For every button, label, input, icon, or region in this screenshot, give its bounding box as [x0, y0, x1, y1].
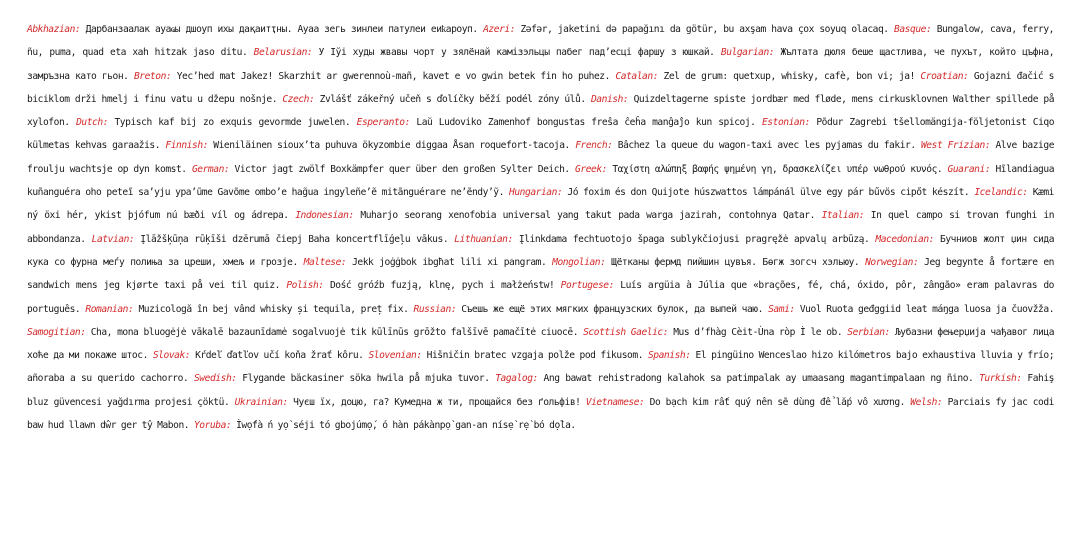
- language-name: Danish:: [590, 93, 629, 105]
- pangram-text: Vuol Ruota geđggiid leat máŋga luosa ja čuovžža.: [799, 303, 1055, 315]
- language-name: Spanish:: [647, 350, 691, 362]
- pangram-entry: [92, 234, 449, 245]
- pangram-text: Įlinkdama fechtuotojo špaga sublykčiojusi pragręžė apvalų arbūzą.: [518, 233, 870, 245]
- language-name: Italian:: [821, 210, 865, 222]
- language-name: Abkhazian:: [27, 24, 81, 35]
- pangram-entry: [27, 327, 578, 338]
- pangram-text: Gojazni đačić s biciklom drži hmelj i finu vatu u džepu nošnje.: [27, 70, 1054, 105]
- pangram-entry: [575, 140, 916, 151]
- pangram-text: Bungalow, cava, ferry, ñu, puma, quad eta xah hitzak jaso ditu.: [27, 24, 1054, 59]
- language-name: Croatian:: [920, 70, 969, 82]
- pangram-entry: [254, 47, 715, 58]
- language-name: French:: [575, 140, 613, 152]
- language-name: German:: [191, 163, 230, 175]
- pangram-text: Wieniläinen sioux’ta puhuva ökyzombie diggaa Åsan roquefort-tacoja.: [213, 140, 570, 152]
- language-name: Maltese:: [303, 256, 347, 268]
- pangram-text: Ang bawat rehistradong kalahok sa patimpalak ay umaasang magantimpalaan ng ñino.: [543, 373, 974, 385]
- pangram-text: Muharjo seorang xenofobia universal yang takut pada warga jazirah, contohnya Qatar.: [360, 210, 815, 222]
- language-name: Serbian:: [847, 326, 890, 338]
- language-name: Breton:: [133, 70, 172, 82]
- language-name: Latvian:: [91, 233, 135, 245]
- pangram-entry: [192, 164, 570, 175]
- pangram-text: Чуєш їх, доцю, га? Кумедна ж ти, прощайся без ґольфів!: [293, 396, 581, 408]
- pangram-text: Do bạch kim rất quý nên sẽ dùng để lắp vô xương.: [649, 396, 905, 408]
- language-name: Yoruba:: [193, 420, 232, 432]
- pangram-text: Zəfər, jaketini də papağını da götür, bu axşam hava çox soyuq olacaq.: [520, 24, 889, 35]
- pangram-entry: [454, 234, 869, 245]
- language-name: Czech:: [282, 93, 315, 105]
- pangram-text: Alve bazige froulju wachtsje op dyn komst.: [27, 140, 1055, 175]
- pangram-text: Jeg begynte å fortære en sandwich mens jeg kjørte taxi på vei til quiz.: [27, 256, 1054, 292]
- pangram-text: Flygande bäckasiner söka hwila på mjuka tuvor.: [242, 373, 490, 385]
- language-name: Norwegian:: [865, 256, 919, 268]
- language-name: Guarani:: [947, 163, 991, 175]
- language-name: Belarusian:: [253, 47, 313, 59]
- pangram-text: Yec’hed mat Jakez! Skarzhit ar gwerennoù-mañ, kavet e vo gwin betek fin ho puhez.: [176, 70, 610, 82]
- language-name: Swedish:: [193, 373, 237, 385]
- language-name: Catalan:: [615, 70, 659, 82]
- pangram-entry: [304, 257, 547, 268]
- language-name: Indonesian:: [295, 210, 354, 222]
- pangram-text: Hišničin bratec vzgaja polže pod fikusom.: [426, 350, 644, 362]
- pangram-entry: [85, 304, 408, 315]
- pangram-text: Съешь же ещё этих мягких французских булок, да выпей чаю.: [461, 303, 763, 315]
- pangram-entry: [357, 117, 756, 128]
- language-name: Bulgarian:: [720, 47, 775, 59]
- pangram-entry: [235, 397, 581, 408]
- pangram-entry: [583, 327, 842, 338]
- language-name: Tagalog:: [495, 373, 538, 385]
- pangram-entry: [282, 94, 585, 105]
- pangram-entry: [286, 280, 554, 291]
- pangram-text: Bâchez la queue du wagon-taxi avec les pyjamas du fakir.: [617, 140, 916, 152]
- pangram-entry: [552, 257, 859, 268]
- language-name: Macedonian:: [875, 233, 934, 245]
- pangram-text: Jekk joġġbok ibgħat lili xi pangram.: [352, 256, 547, 268]
- language-name: Basque:: [894, 24, 932, 35]
- pangram-text: Жълтата дюля беше щастлива, че пухът, който цъфна, замръзна като гьон.: [27, 47, 1055, 82]
- pangram-text: Љубазни фењерџија чађавог лица хоће да ми покаже штос.: [27, 326, 1055, 362]
- language-name: Greek:: [575, 163, 608, 175]
- pangram-text: Fahiş bluz güvencesi yağdırma projesi çöktü.: [27, 373, 1055, 408]
- pangram-text: Jó foxim és don Quijote húszwattos lámpánál ülve egy pár bűvös cipőt készít.: [567, 187, 970, 199]
- language-name: West Frizian:: [920, 140, 991, 152]
- language-name: Ukrainian:: [234, 396, 288, 408]
- language-name: Sami:: [768, 303, 795, 315]
- language-name: Slovak:: [152, 350, 191, 362]
- pangram-entry: [27, 24, 478, 35]
- pangram-text: Kŕdeľ ďatľov učí koňa žrať kôru.: [195, 350, 364, 362]
- pangram-text: Parciais fy jac codi baw hud llawn dŵr ger tŷ Mabon.: [27, 396, 1054, 432]
- pangram-entry: [575, 164, 942, 175]
- pangram-text: Ìwọ́fà ń yọ̀ séji tó gbojúmọ́, ó hàn pákànpọ̀ gan-an nísẹ̀ rẹ̀ bó dọ̀la.: [236, 420, 576, 432]
- language-name: Estonian:: [761, 117, 810, 129]
- language-name: Esperanto:: [356, 117, 410, 129]
- pangram-entry: [295, 210, 815, 221]
- pangram-entry: [768, 304, 1054, 315]
- pangram-entry: [165, 140, 570, 151]
- pangram-entry: [483, 24, 889, 35]
- language-name: Portugese:: [560, 280, 614, 292]
- pangram-entry: [76, 117, 350, 128]
- language-name: Hungarian:: [509, 187, 563, 199]
- language-name: Lithuanian:: [454, 233, 513, 245]
- pangram-text: Įlāžšķūņa rūķīši dzērumā čiepj Baha koncertflīģeļu vākus.: [140, 233, 449, 245]
- pangram-entry: [414, 304, 763, 315]
- pangram-text: Hĩlandiagua kuñanguéra oho peteĩ sa’yju ypa’ũme Gavõme ombo’e hag̃ua ingyleñe’ẽ mitãnguérare ne’ẽndy’ỹ.: [27, 163, 1055, 199]
- pangram-text: Дарбанзаалак ауаҩы дшоуп ихы дақаитҭны. Ауаа зегь зинлеи патулеи еиҟароуп.: [85, 24, 478, 35]
- pangram-entry: [153, 350, 364, 361]
- language-name: Russian:: [413, 303, 457, 315]
- language-name: Turkish:: [979, 373, 1022, 385]
- pangram-text: Põdur Zagrebi tšellomängija-följetonist Ciqo külmetas kehvas garaažis.: [27, 117, 1055, 152]
- language-name: Icelandic:: [974, 187, 1028, 199]
- pangram-text: El pingüino Wenceslao hizo kilómetros bajo exhaustiva lluvia y frío; añoraba a su querido cachorro.: [27, 350, 1055, 385]
- pangram-entry: [368, 350, 643, 361]
- pangram-text: У Іўі худы жвавы чорт у зялёнай камізэльцы пабег пад’есці фаршу з юшкай.: [318, 47, 715, 59]
- pangram-text: Zel de grum: quetxup, whisky, cafè, bon vi; ja!: [663, 70, 915, 82]
- language-name: Slovenian:: [368, 350, 422, 362]
- pangram-text: Mus d’fhàg Cèit-Ùna ròp Ì le ob.: [673, 326, 843, 338]
- language-name: Finnish:: [165, 140, 208, 152]
- language-name: Dutch:: [76, 117, 109, 129]
- pangram-text: Typisch kaf bij zo exquis gevormde juwelen.: [114, 117, 351, 129]
- pangram-text: Quizdeltagerne spiste jordbær med fløde, mens cirkusklovnen Walther spillede på xylofon.: [27, 93, 1055, 129]
- pangram-entry: [586, 397, 905, 408]
- pangram-entry: [509, 187, 969, 198]
- pangram-text: Kæmi ný öxi hér, ykist þjófum nú bæði víl og ádrepa.: [27, 187, 1055, 222]
- language-name: Romanian:: [85, 303, 134, 315]
- pangram-text: Dość gróźb fuzją, klnę, pych i małżeństw!: [329, 280, 555, 292]
- pangram-text: Victor jagt zwölf Boxkämpfer quer über den großen Sylter Deich.: [234, 163, 570, 175]
- language-name: Azeri:: [483, 24, 516, 35]
- pangram-text: Бучниов жолт џин сида кука со фурна меѓу полиња за цреши, хмељ и грозје.: [27, 233, 1055, 268]
- language-name: Mongolian:: [552, 256, 606, 268]
- pangram-text: In quel campo si trovan funghi in abbondanza.: [27, 210, 1055, 245]
- pangram-text: Ταχίστη αλώπηξ βαφής ψημένη γη, δρασκελίζει υπέρ νωθρού κυνός.: [612, 163, 943, 175]
- pangram-entry: [615, 71, 915, 82]
- pangram-text: Cha, mona bluogėjė vākalē bazaunīdamė sogalvuojė tik kūlīnūs grōžto falšīvē pamačītė ciuocē.: [90, 326, 579, 338]
- pangram-entry: [194, 420, 576, 431]
- language-name: Vietnamese:: [585, 396, 645, 408]
- pangram-text: Laŭ Ludoviko Zamenhof bongustas freŝa ĉeĥa manĝaĵo kun spicoj.: [416, 117, 756, 129]
- pangram-text: Luís argüia à Júlia que «brações, fé, chá, óxido, pôr, zângão» eram palavras do português.: [27, 280, 1054, 315]
- language-name: Welsh:: [910, 396, 943, 408]
- pangram-text: Щётканы фермд пийшин цувъя. Бөгж зогсч хэльюу.: [611, 256, 860, 268]
- pangram-text: Muzicologă în bej vând whisky și tequila, preț fix.: [138, 303, 409, 315]
- pangram-text: Zvlášť zákeřný učeň s ďolíčky běží podél zóny úlů.: [319, 93, 586, 105]
- pangram-entry: [134, 71, 610, 82]
- language-name: Polish:: [286, 280, 324, 292]
- language-name: Samogitian:: [27, 326, 86, 338]
- pangram-entry: [495, 373, 973, 384]
- pangram-entry: [194, 373, 490, 384]
- language-name: Scottish Gaelic:: [583, 326, 669, 338]
